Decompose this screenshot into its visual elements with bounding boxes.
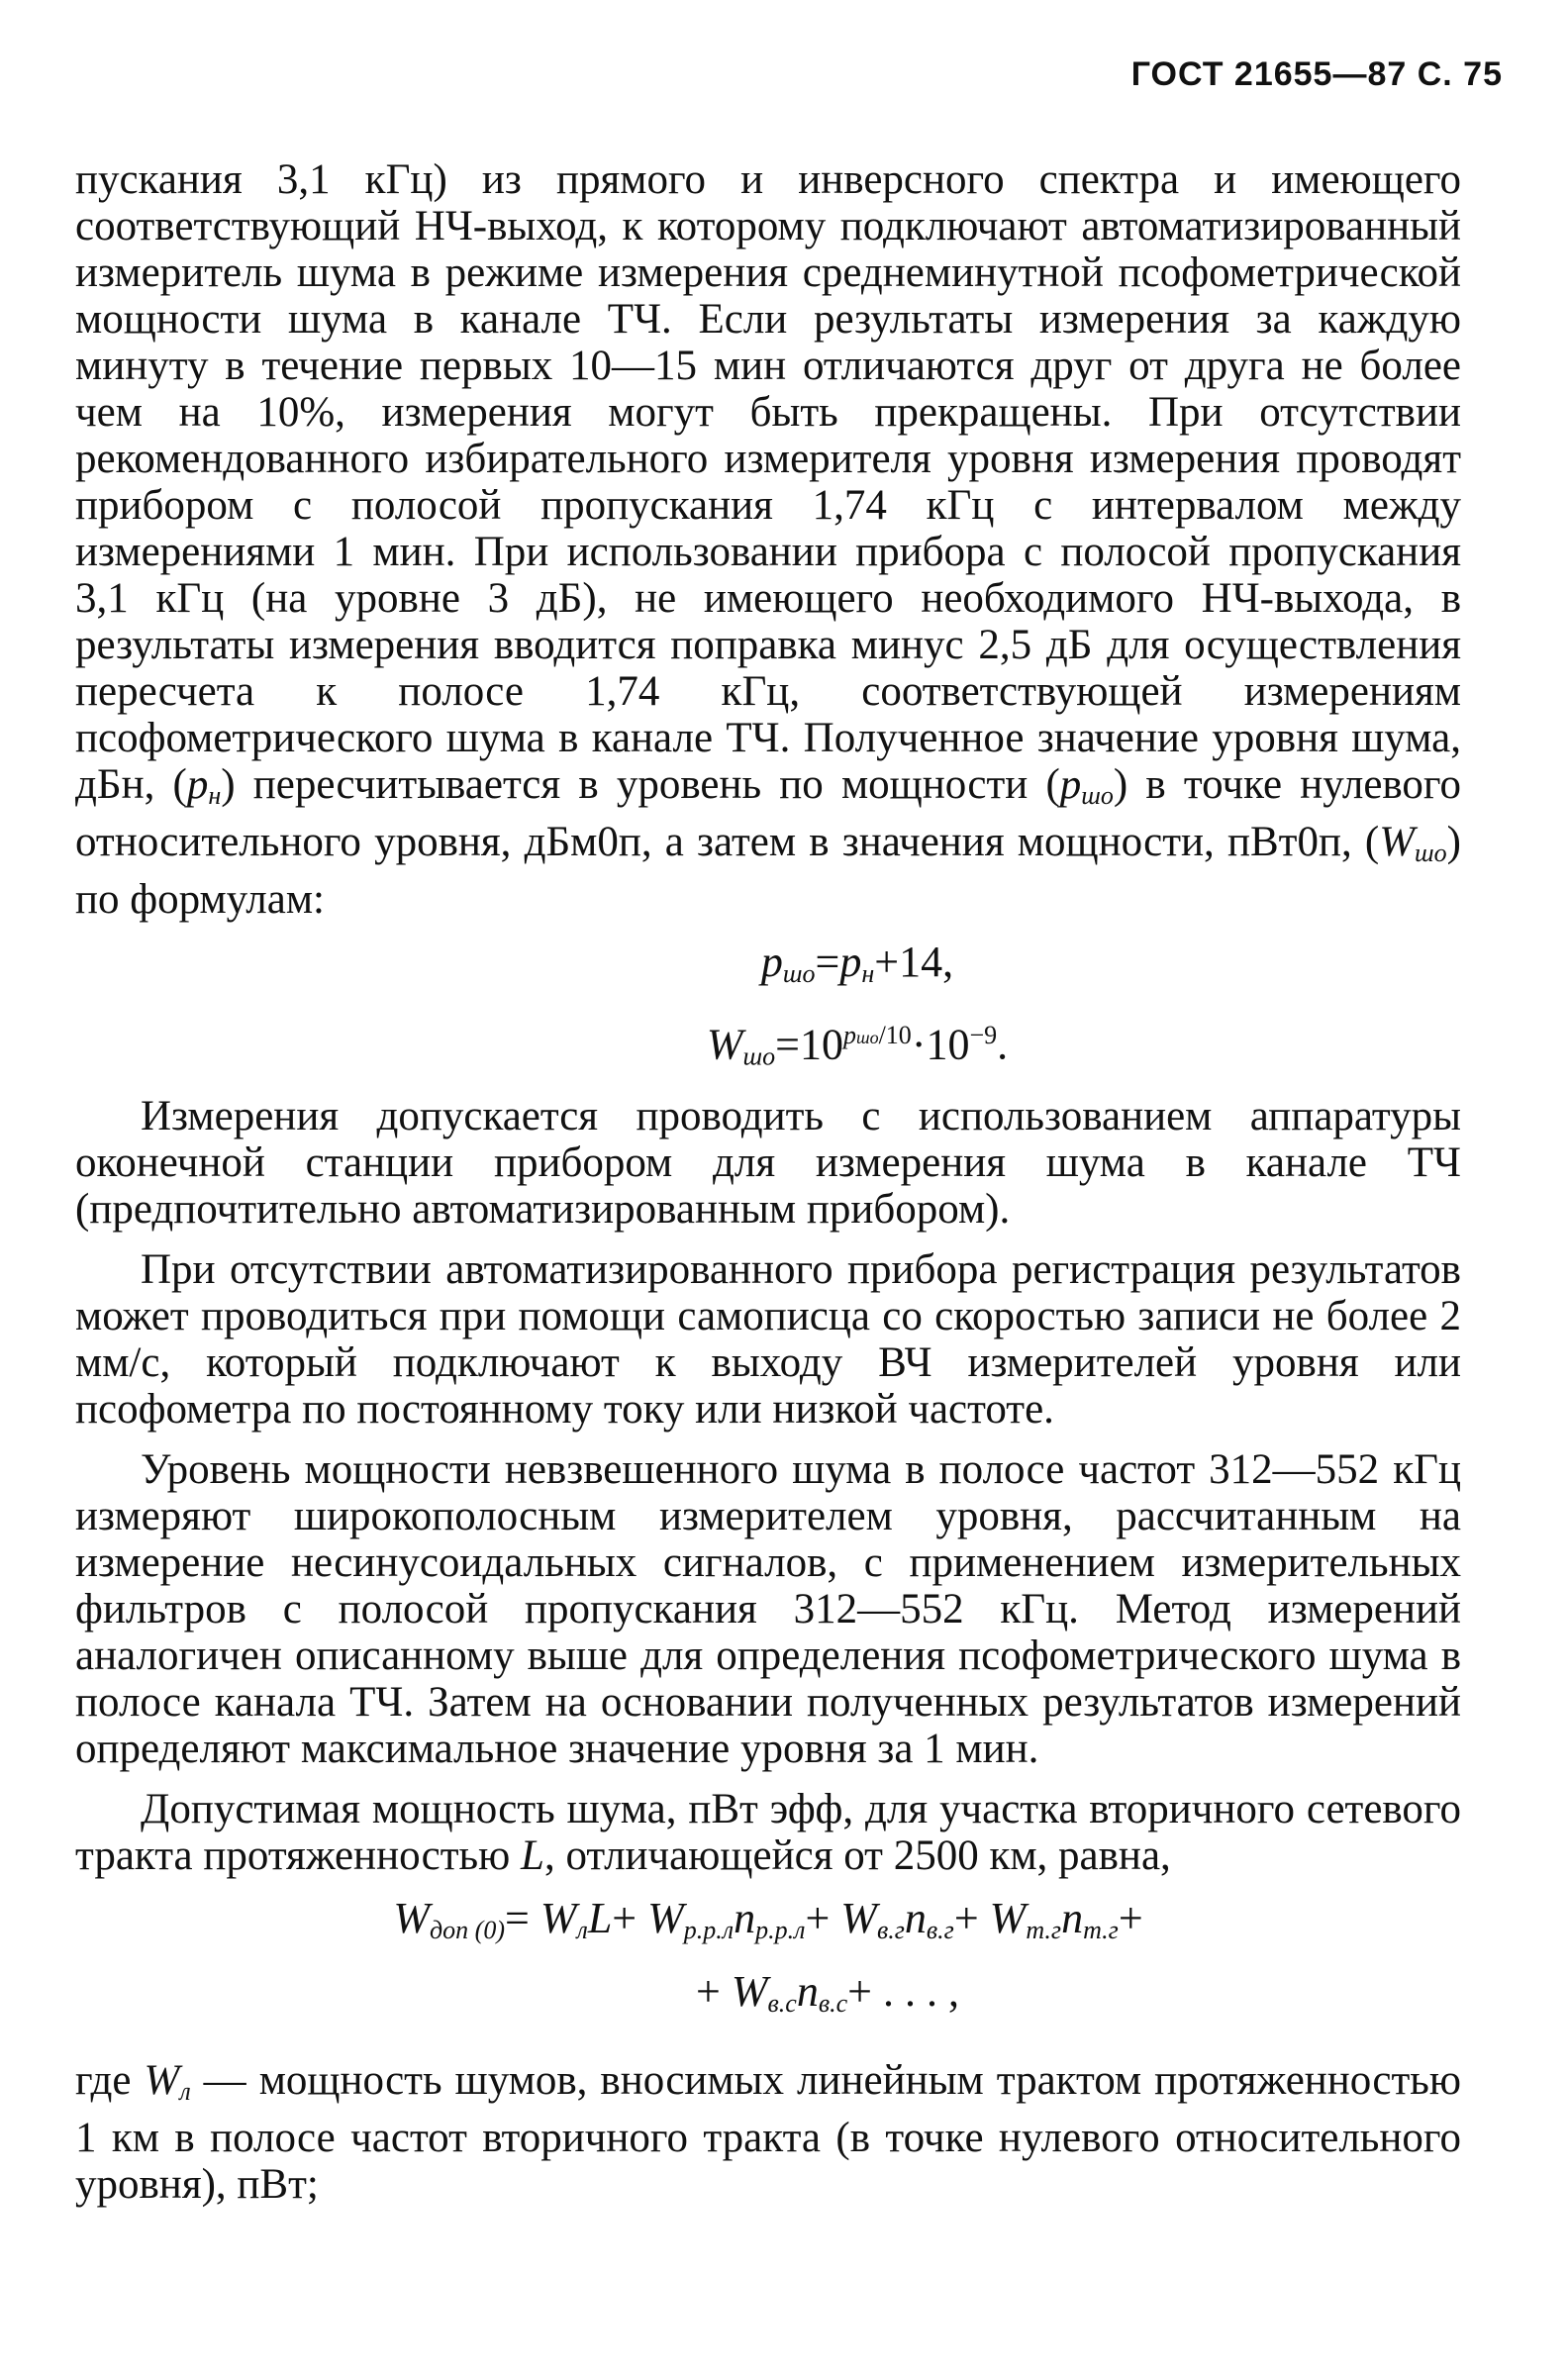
paragraph-text: ) по формулам:	[75, 819, 1461, 923]
paragraph-text: ) в точке нулевого относительного уровня, дБм0п, а затем в значения мощности, пВт0п, (	[75, 761, 1461, 865]
paragraph-recorder: При отсутствии автоматизированного прибора регистрация результатов может проводиться при помощи самописца со скоростью записи не более 2 мм/с, который подключают к выходу ВЧ измерителей уровня или псофометра по постоянному току или низкой частоте.	[75, 1245, 1461, 1433]
formula-psho: $p_{шо}=p_н+14$,	[760, 938, 954, 988]
paragraph-terminal-equipment: Измерения допускается проводить с использованием аппаратуры оконечной станции прибором для измерения шума в канале ТЧ (предпочтительно автоматизированным прибором).	[75, 1092, 1461, 1233]
paragraph-unweighted-noise: Уровень мощности невзвешенного шума в полосе частот 312—552 кГц измеряют широкополосным измерителем уровня, рассчитанным на измерение несинусоидальных сигналов, с применением измерительных фильтров с полосой пропускания 312—552 кГц. Метод измерений аналогичен описанному выше для определения псофометрического шума в полосе канала ТЧ. Затем на основании полученных результатов измерений определяют максимальное значение уровня за 1 мин.	[75, 1445, 1461, 1772]
paragraph-measurement-procedure	[75, 156, 1461, 923]
symbol-psho: $p_{шо}$	[1059, 761, 1114, 810]
paragraph-text: пускания 3,1 кГц) из прямого и инверсного спектра и имеющего соответствующий НЧ-выход, к которому подключают автоматизированный измеритель шума в режиме измерения среднеминутной псофометрической мощности шума в канале ТЧ. Если результаты измерения за каждую минуту в течение первых 10—15 мин отличаются друг от друга не более чем на 10%, измерения могут быть прекращены. При отсутствии рекомендованного избирательного измерителя уровня измерения проводят прибором с полосой пропускания 1,74 кГц с интервалом между измерениями 1 мин. При использовании прибора с полосой пропускания 3,1 кГц (на уровне 3 дБ), не имеющего необходимого НЧ-выхода, в результаты измерения вводится поправка минус 2,5 дБ для осуществления пересчета к полосе 1,74 кГц, соответствующей измерениям псофометрического шума в канале ТЧ. Полученное значение уровня шума, дБн, (	[75, 156, 1461, 808]
symbol-wl: $W_л$	[144, 2056, 191, 2106]
formula-wsho: $W_{шо}=10^{pшо/10}\cdot 10^{-9}$.	[706, 1020, 1009, 1071]
formula-wdop-line1: $W_{доп (0)}= W_лL+ W_{р.р.л}n_{р.р.л}+ W_{в.г}n_{в.г}+ W_{т.г}n_{т.г}+$	[393, 1893, 1143, 1944]
symbol-pn: $p_н$	[186, 761, 222, 810]
paragraph-text: ) пересчитывается в уровень по мощности (	[221, 761, 1060, 808]
page-header: ГОСТ 21655—87 С. 75	[1130, 55, 1503, 93]
symbol-wsho: $W_{шо}$	[1379, 819, 1447, 867]
formula-wdop-line2: + $W_{в.с}n_{в.с}+$ . . . ,	[696, 1966, 959, 2018]
document-body	[75, 156, 1461, 2222]
paragraph-permissible-noise: Допустимая мощность шума, пВт эфф, для участка вторичного сетевого тракта протяженностью L, отличающейся от 2500 км, равна,	[75, 1785, 1461, 1879]
paragraph-definition-wl: где $W_л$ — мощность шумов, вносимых линейным трактом протяженностью 1 км в полосе частот вторичного тракта (в точке нулевого относительного уровня), пВт;	[75, 2056, 1461, 2208]
symbol-length: L	[521, 1831, 544, 1879]
